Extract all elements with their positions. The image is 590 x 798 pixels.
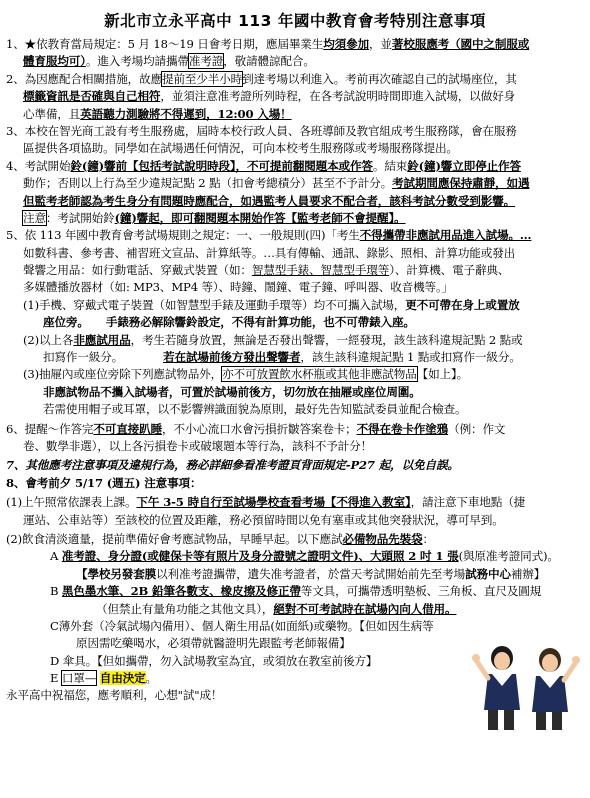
notice-text: (2)飲食清淡適量，提前準備好會考應試物品，早睡早起。以下應試 bbox=[6, 531, 343, 546]
notice-text: 5、依 113 年國中教育會考試場規則之規定：一、一般規則(四)「考生 bbox=[6, 228, 360, 243]
notice-text: 【如上】。 bbox=[416, 367, 469, 382]
notice-text: 補辦】 bbox=[510, 566, 546, 581]
notice-text: 注意 bbox=[23, 210, 46, 225]
notice-text: E bbox=[50, 671, 62, 686]
notice-text: 動作；否則以上行為至少違規記點 2 點（扣會考總積分）甚至不予計分。 bbox=[23, 176, 393, 191]
notice-line bbox=[6, 227, 586, 244]
notice-line bbox=[6, 193, 586, 210]
notice-text: 不得攜帶非應試用品進入試場。… bbox=[359, 228, 532, 243]
notice-text: (與原准考證同式)。 bbox=[458, 549, 559, 564]
notice-text: 下午 3-5 時自行至試場學校查看考場【不得進入教室】 bbox=[136, 495, 411, 510]
notice-text: 6、提醒～作答完 bbox=[6, 421, 94, 436]
notice-text: 不可直接趴睡 bbox=[93, 421, 163, 436]
notice-line bbox=[6, 401, 586, 418]
notice-text: 1、★依教育當局規定：5 月 18～19 日會考日期，應屆畢業生 bbox=[6, 37, 324, 51]
notice-text: C薄外套（冷氣試場內備用）、個人衛生用品(如面紙)或藥物。【但如因生病等 bbox=[50, 618, 434, 633]
notice-text: 試務中心 bbox=[465, 566, 511, 581]
notice-line bbox=[6, 88, 586, 105]
notice-text: 【學校另發套膜 bbox=[76, 566, 157, 581]
notice-line bbox=[6, 140, 586, 157]
notice-line bbox=[6, 245, 586, 262]
notice-text: 提前至少半小時 bbox=[162, 71, 243, 86]
notice-text: 若需使用帽子或耳罩，以不影響辨識面貌為原則，最好先告知監試委員並配合檢查。 bbox=[43, 402, 467, 417]
notice-line bbox=[6, 475, 586, 492]
notice-text: 英語聽力測驗將不得遲到，12:00 入場！ bbox=[80, 106, 292, 121]
notice-text: 以利准考證攜帶，遺失准考證者，於當天考試開始前先至考場 bbox=[156, 566, 466, 581]
notice-text: 鈴(鐘)響立即停止作答 bbox=[407, 158, 521, 173]
notice-line bbox=[6, 618, 586, 635]
notice-text: 必備物品先裝袋 bbox=[342, 531, 423, 546]
notice-line bbox=[6, 601, 586, 618]
notice-text: B bbox=[50, 584, 62, 599]
notice-text: 到達考場以利進入。考前再次確認自己的試場座位，其 bbox=[242, 71, 517, 86]
notice-text: (1)上午照常依課表上課。 bbox=[6, 495, 137, 510]
notice-text: (3)抽屜內或座位旁除下列應試物品外， bbox=[23, 367, 223, 382]
notice-text: 。結束 bbox=[372, 158, 408, 173]
notice-text: 7、其他應考注意事項及違規行為，務必詳細參看准考證頁背面規定-P27 起，以免自誤。 bbox=[6, 458, 459, 473]
notice-text: 運站、公車站等）至該校的位置及距離，務必預留時間以免有塞車或其他突發狀況，導可早到。 bbox=[23, 512, 504, 527]
notice-line bbox=[6, 349, 586, 366]
notice-text: 絕對不可考試時在試場內向人借用。 bbox=[273, 601, 457, 616]
notice-line bbox=[6, 438, 586, 455]
notice-text: 永平高中祝福您，應考順利，心想"試"成！ bbox=[6, 688, 223, 703]
notice-text: 聲響之用品：如行動電話、穿戴式裝置（如： bbox=[23, 263, 252, 278]
notice-text: D 傘具。【但如攜帶，勿入試場教室為宜，或須放在教室前後方】 bbox=[50, 653, 378, 668]
notice-text: 4、考試開始 bbox=[6, 158, 71, 173]
notice-text: 考試期間應保持肅靜，如遇 bbox=[392, 176, 530, 191]
notice-line bbox=[6, 279, 586, 296]
students-cheering-illustration bbox=[470, 640, 582, 735]
notice-text: 鈴(鐘)響前【包括考試說明時段】，不可提前翻閱題本或作答 bbox=[70, 158, 373, 173]
notice-line bbox=[6, 583, 586, 600]
notice-text: 黑色墨水筆、2B 鉛筆各數支、橡皮擦及修正帶 bbox=[61, 584, 301, 599]
notice-text: A bbox=[50, 549, 62, 564]
notice-text: 智慧型手錶、智慧型手環等 bbox=[251, 263, 390, 278]
notice-text: （但禁止有量角功能之其他文具）， bbox=[96, 601, 274, 616]
notice-line bbox=[6, 71, 586, 88]
notice-line bbox=[6, 384, 586, 401]
notice-line bbox=[6, 210, 586, 227]
notice-text: 等文具，可攜帶透明墊板、三角板、直尺及圓規 bbox=[300, 584, 542, 599]
notice-text: ： bbox=[422, 531, 434, 546]
notice-text: 扣寫作一級分。 bbox=[43, 350, 164, 365]
notice-text: ，該生該科違規記點 1 點或扣寫作一級分。 bbox=[300, 350, 521, 365]
notice-text: ，並 bbox=[368, 37, 392, 51]
notice-line bbox=[6, 421, 586, 438]
notice-text: 非應試物品不攜入試場者，可置於試場前後方，切勿放在抽屜或座位周圍。 bbox=[43, 384, 421, 399]
notice-text: 心準備，且 bbox=[23, 106, 81, 121]
notice-line bbox=[6, 158, 586, 175]
notice-text: 手錶務必解除響鈴設定，不得有計算功能，也不可帶錶入座。 bbox=[82, 315, 415, 330]
notice-line bbox=[6, 53, 586, 70]
notice-text: (鐘)響起，即可翻閱題本開始作答【監考老師不會提醒】。 bbox=[114, 210, 406, 225]
notice-text: 標籤資訊是否確與自己相符 bbox=[23, 89, 161, 104]
notice-text: ：考試開始鈴 bbox=[45, 210, 115, 225]
notice-text: 口罩— bbox=[61, 671, 97, 686]
notice-text: 體育服均可） bbox=[23, 54, 86, 69]
notice-text: ）、計算機、電子辭典、 bbox=[389, 263, 510, 278]
notice-text: 若在試場前後方發出聲響者 bbox=[163, 350, 301, 365]
notice-text: 區提供各項協助。同學如在試場遇任何情況，可向本校考生服務隊或考場服務隊提出。 bbox=[23, 141, 458, 156]
notice-text: ，敬請體諒配合。 bbox=[223, 54, 315, 69]
notice-line bbox=[6, 531, 586, 548]
notice-text: 亦不可放置飲水杯瓶或其他非應試物品 bbox=[222, 367, 417, 382]
notice-line bbox=[6, 332, 586, 349]
notice-text: 自由決定 bbox=[99, 671, 146, 686]
notice-text: 著校服應考（國中之制服或 bbox=[391, 37, 530, 51]
notice-text: 不得在卷卡作塗鴉 bbox=[356, 421, 449, 436]
notice-text: 8、會考前夕 5/17 (週五) 注意事項： bbox=[6, 475, 202, 490]
notice-line bbox=[6, 175, 586, 192]
notice-text: 多媒體播放器材（如: MP3、MP4 等）、時鐘、鬧鐘、電子鐘、呼叫器、收音機等。」 bbox=[23, 280, 454, 295]
notice-text: 均須參加 bbox=[323, 37, 369, 51]
notice-text: ，考生若隨身放置，無論是否發出聲響，一經發現，該生該科違規記點 2 點或 bbox=[130, 332, 523, 347]
notice-line bbox=[6, 262, 586, 279]
notice-text: 座位旁。 bbox=[43, 315, 83, 330]
notice-text: 2、為因應配合相關措施，故應 bbox=[6, 71, 162, 86]
notice-line bbox=[6, 457, 586, 474]
notice-text: （例：作文 bbox=[448, 421, 506, 436]
notice-text: 原因需吃藥喝水，必須帶就醫證明先跟監考老師報備】 bbox=[76, 636, 351, 651]
notice-line bbox=[6, 36, 586, 53]
notice-line bbox=[6, 297, 586, 314]
notice-line bbox=[6, 512, 586, 529]
page-title: 新北市立永平高中 113 年國中教育會考特別注意事項 bbox=[104, 12, 486, 30]
notice-text: ，以上各污損卷卡或破壞題本等行為，該科不予計分！ bbox=[97, 438, 372, 453]
notice-line bbox=[6, 566, 586, 583]
notice-text: 3、本校在智光商工設有考生服務處，屆時本校行政人員、各班導師及教官組成考生服務隊，會在服務 bbox=[6, 123, 517, 138]
notice-text: 更不可帶在身上或置放 bbox=[405, 297, 520, 312]
notice-text: 卷、數學非選） bbox=[23, 438, 98, 453]
notice-line bbox=[6, 106, 586, 123]
notice-text: (2)以上各 bbox=[23, 332, 74, 347]
notice-line bbox=[6, 494, 586, 511]
notice-text: 。進入考場均請攜帶 bbox=[85, 54, 189, 69]
notice-text: 准考證 bbox=[188, 54, 224, 69]
notice-line bbox=[6, 366, 586, 383]
notice-text: ，並須注意准考證所列時程，在各考試說明時間即進入試場，以做好身 bbox=[160, 89, 516, 104]
notice-text: ，請注意下車地點（捷 bbox=[410, 495, 526, 510]
notice-body bbox=[6, 36, 586, 705]
notice-text: 非應試用品 bbox=[73, 332, 131, 347]
notice-text: 但監考老師認為考生身分有問題時應配合，如遇監考人員要求不配合者，該科考試分數受到影響。 bbox=[23, 193, 516, 208]
notice-line bbox=[6, 123, 586, 140]
notice-line bbox=[6, 314, 586, 331]
notice-text: 如數科書、參考書、補習班文宣品、計算紙等。…具有傳輸、通訊、錄影、照相、計算功能或發出 bbox=[23, 245, 516, 260]
notice-text: 准考證、身分證(或健保卡等有照片及身分證號之證明文件)、大頭照 2 吋 1 張 bbox=[61, 549, 459, 564]
notice-text: (1)手機、穿戴式電子裝置（如智慧型手錶及運動手環等）均不可攜入試場， bbox=[23, 297, 406, 312]
notice-text: ，不小心流口水會污損折皺答案卷卡； bbox=[162, 421, 357, 436]
notice-text: 。 bbox=[145, 671, 157, 686]
notice-line bbox=[6, 548, 586, 565]
